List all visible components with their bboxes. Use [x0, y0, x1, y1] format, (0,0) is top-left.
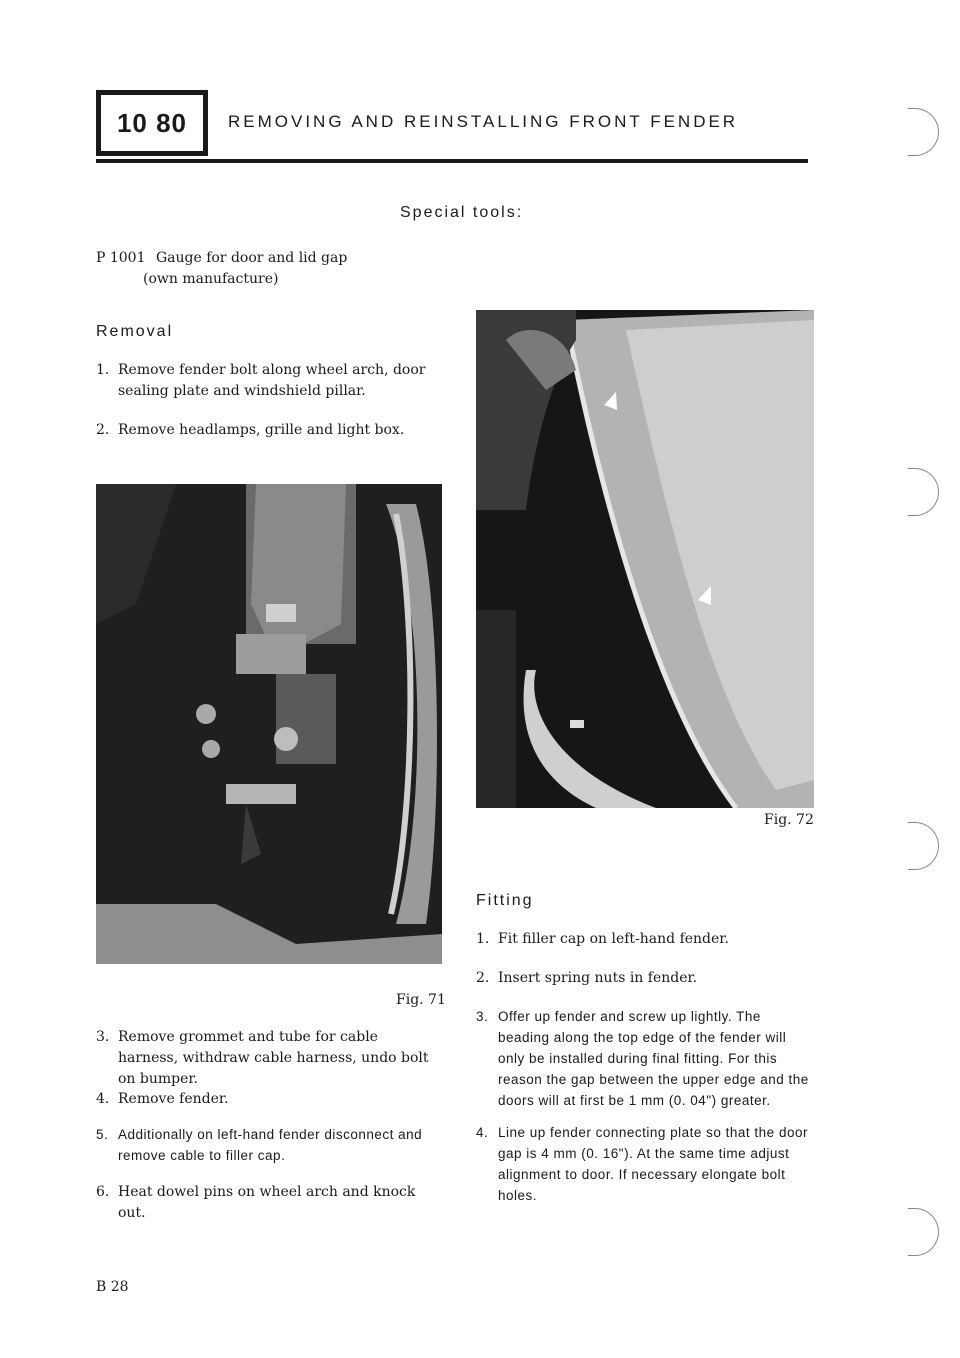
- step-text: Remove grommet and tube for cable harness, withdraw cable harness, undo bolt on bumper.: [118, 1029, 429, 1087]
- fitting-heading: Fitting: [476, 892, 534, 909]
- step-text: Insert spring nuts in fender.: [498, 970, 698, 986]
- step-number: 4.: [96, 1091, 110, 1107]
- binder-hole: [908, 1208, 939, 1256]
- step-text: Heat dowel pins on wheel arch and knock out.: [118, 1184, 416, 1221]
- step-text: Offer up fender and screw up lightly. The beading along the top edge of the fender will only be installed during final fitting. For this reason the gap between the upper edge and the doors will at first be 1 mm (0. 04") greater.: [498, 1009, 809, 1108]
- step-number: 1.: [96, 362, 110, 378]
- section-code-box: [96, 90, 208, 156]
- step-number: 6.: [96, 1184, 110, 1200]
- page-title: REMOVING AND REINSTALLING FRONT FENDER: [228, 112, 739, 131]
- step-text: Remove headlamps, grille and light box.: [118, 422, 405, 438]
- special-tools-heading: Special tools:: [400, 204, 524, 221]
- tool-number: P 1001: [96, 250, 146, 266]
- step-number: 3.: [96, 1029, 110, 1045]
- header-rule: [96, 159, 808, 163]
- step-number: 5.: [96, 1127, 109, 1142]
- page-number: B 28: [96, 1279, 129, 1295]
- fitting-step: [476, 968, 816, 989]
- binder-hole: [908, 822, 939, 870]
- removal-heading: Removal: [96, 323, 174, 340]
- step-number: 3.: [476, 1009, 489, 1024]
- step-number: 2.: [96, 422, 110, 438]
- fitting-step: [476, 1122, 814, 1206]
- step-number: 4.: [476, 1125, 489, 1140]
- removal-step: [96, 360, 436, 402]
- section-code: 10 80: [116, 107, 188, 138]
- binder-hole: [908, 468, 939, 516]
- removal-step: [96, 1089, 436, 1110]
- removal-step: [96, 1124, 436, 1166]
- figure-71-caption: Fig. 71: [396, 992, 446, 1008]
- figure-72-caption: Fig. 72: [764, 812, 814, 828]
- step-text: Fit filler cap on left-hand fender.: [498, 931, 729, 947]
- removal-step: [96, 1182, 436, 1224]
- binder-hole: [908, 108, 939, 156]
- figure-71-photo: [96, 484, 442, 964]
- step-text: Remove fender.: [118, 1091, 229, 1107]
- step-number: 1.: [476, 931, 490, 947]
- removal-step: [96, 420, 436, 441]
- step-text: Additionally on left-hand fender disconnect and remove cable to filler cap.: [118, 1127, 423, 1163]
- figure-72-photo: [476, 310, 814, 808]
- step-text: Remove fender bolt along wheel arch, door sealing plate and windshield pillar.: [118, 362, 426, 399]
- fitting-step: [476, 929, 816, 950]
- removal-step: [96, 1027, 436, 1090]
- step-number: 2.: [476, 970, 490, 986]
- fitting-step: [476, 1006, 814, 1111]
- step-text: Line up fender connecting plate so that the door gap is 4 mm (0. 16"). At the same time adjust alignment to door. If necessary elongate bolt holes.: [498, 1125, 808, 1203]
- tool-note: (own manufacture): [143, 271, 279, 287]
- tool-item: [96, 250, 347, 266]
- tool-description: Gauge for door and lid gap: [155, 250, 348, 266]
